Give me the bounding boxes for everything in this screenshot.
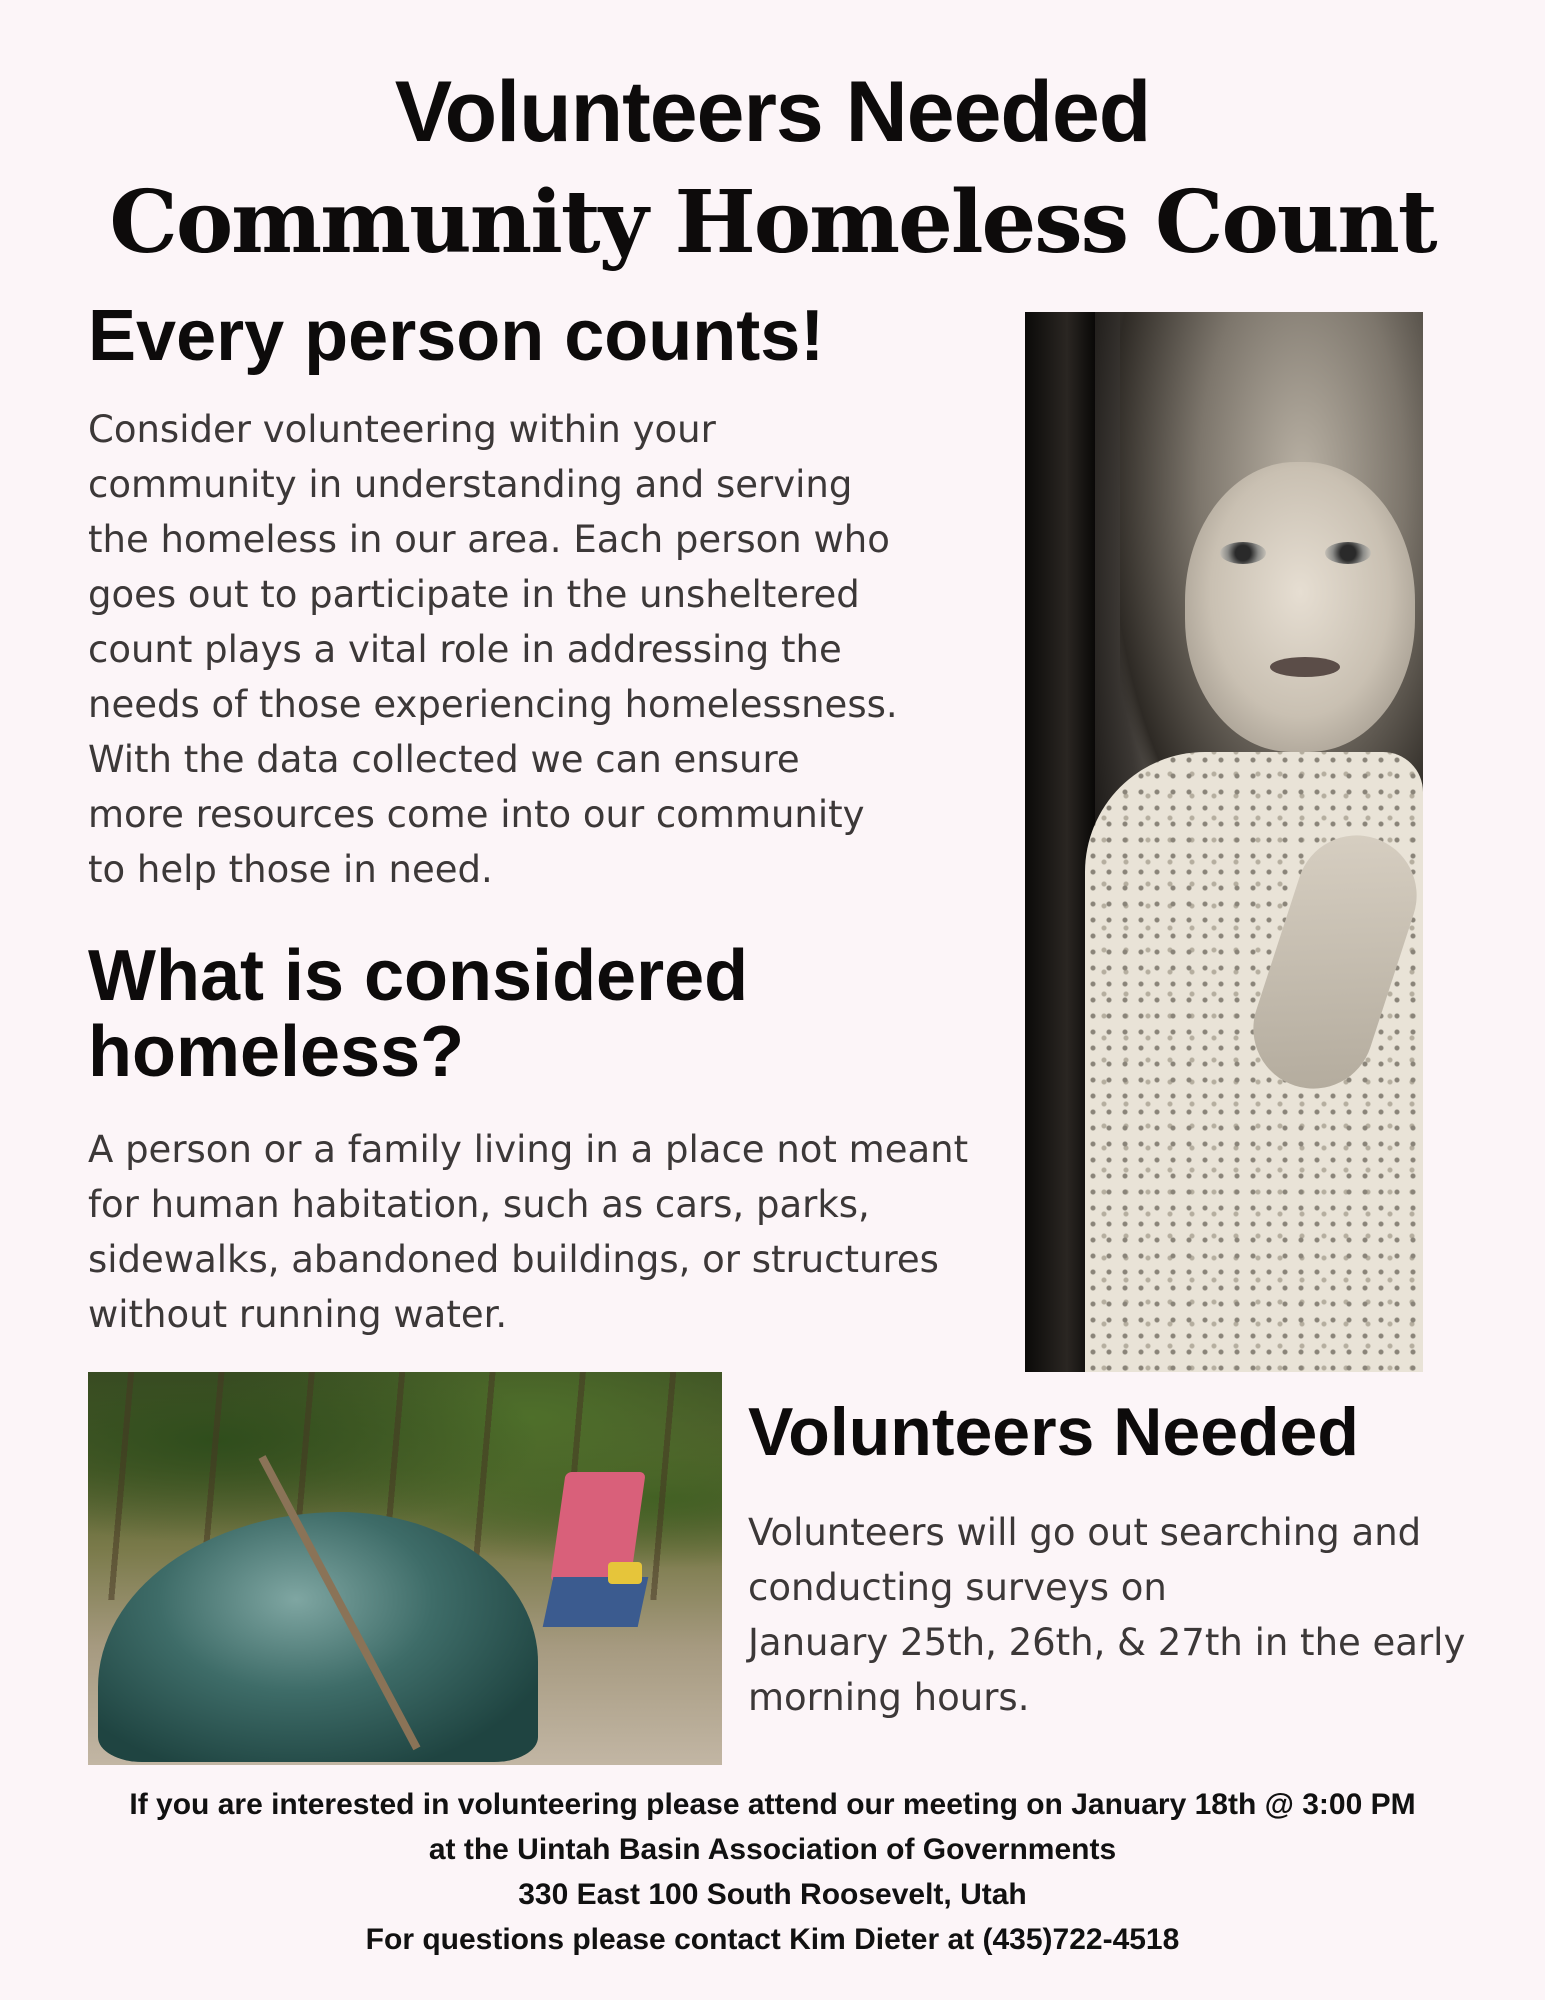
page-subtitle: Community Homeless Count xyxy=(109,172,1436,273)
paragraph-line: without running water. xyxy=(88,1293,508,1336)
paragraph-line: morning hours. xyxy=(748,1676,1030,1719)
camp-photo xyxy=(88,1372,722,1765)
paragraph-line: sidewalks, abandoned buildings, or structures xyxy=(88,1238,939,1281)
girl-photo xyxy=(1025,312,1423,1372)
paragraph-line: With the data collected we can ensure xyxy=(88,738,800,781)
what-is-homeless-heading xyxy=(88,938,888,1090)
chair-seat-shape xyxy=(543,1577,649,1627)
homeless-definition-paragraph xyxy=(88,1122,988,1342)
paragraph-line: count plays a vital role in addressing the xyxy=(88,628,842,671)
heading-line: homeless? xyxy=(88,1012,465,1092)
paragraph-line: community in understanding and serving xyxy=(88,463,853,506)
paragraph-line: conducting surveys on xyxy=(748,1566,1167,1609)
volunteering-paragraph xyxy=(88,402,968,897)
page-title: Volunteers Needed xyxy=(394,64,1151,160)
paragraph-line: more resources come into our community xyxy=(88,793,865,836)
contact-footer xyxy=(0,1782,1545,1962)
heading-line: What is considered xyxy=(88,936,749,1016)
address-line: 330 East 100 South Roosevelt, Utah xyxy=(518,1878,1027,1911)
meeting-line: If you are interested in volunteering please attend our meeting on January 18th @ 3:00 PM xyxy=(129,1788,1416,1821)
paragraph-line: goes out to participate in the unsheltered xyxy=(88,573,860,616)
every-person-counts-heading: Every person counts! xyxy=(88,296,825,376)
paragraph-line: Volunteers will go out searching and xyxy=(748,1511,1422,1554)
location-line: at the Uintah Basin Association of Governments xyxy=(428,1833,1117,1866)
paragraph-line: needs of those experiencing homelessness. xyxy=(88,683,898,726)
paragraph-line: for human habitation, such as cars, parks, xyxy=(88,1183,870,1226)
volunteer-dates-paragraph xyxy=(748,1505,1508,1725)
contact-line: For questions please contact Kim Dieter at (435)722-4518 xyxy=(365,1923,1180,1956)
right-eye-shape xyxy=(1325,542,1371,564)
face-shape xyxy=(1185,462,1415,752)
lips-shape xyxy=(1270,657,1340,677)
paragraph-line: January 25th, 26th, & 27th in the early xyxy=(748,1621,1466,1664)
paragraph-line: A person or a family living in a place not meant xyxy=(88,1128,969,1171)
paragraph-line: the homeless in our area. Each person who xyxy=(88,518,890,561)
paragraph-line: to help those in need. xyxy=(88,848,493,891)
volunteers-needed-heading: Volunteers Needed xyxy=(748,1394,1359,1470)
left-eye-shape xyxy=(1220,542,1266,564)
yellow-item-shape xyxy=(608,1562,642,1584)
paragraph-line: Consider volunteering within your xyxy=(88,408,716,451)
